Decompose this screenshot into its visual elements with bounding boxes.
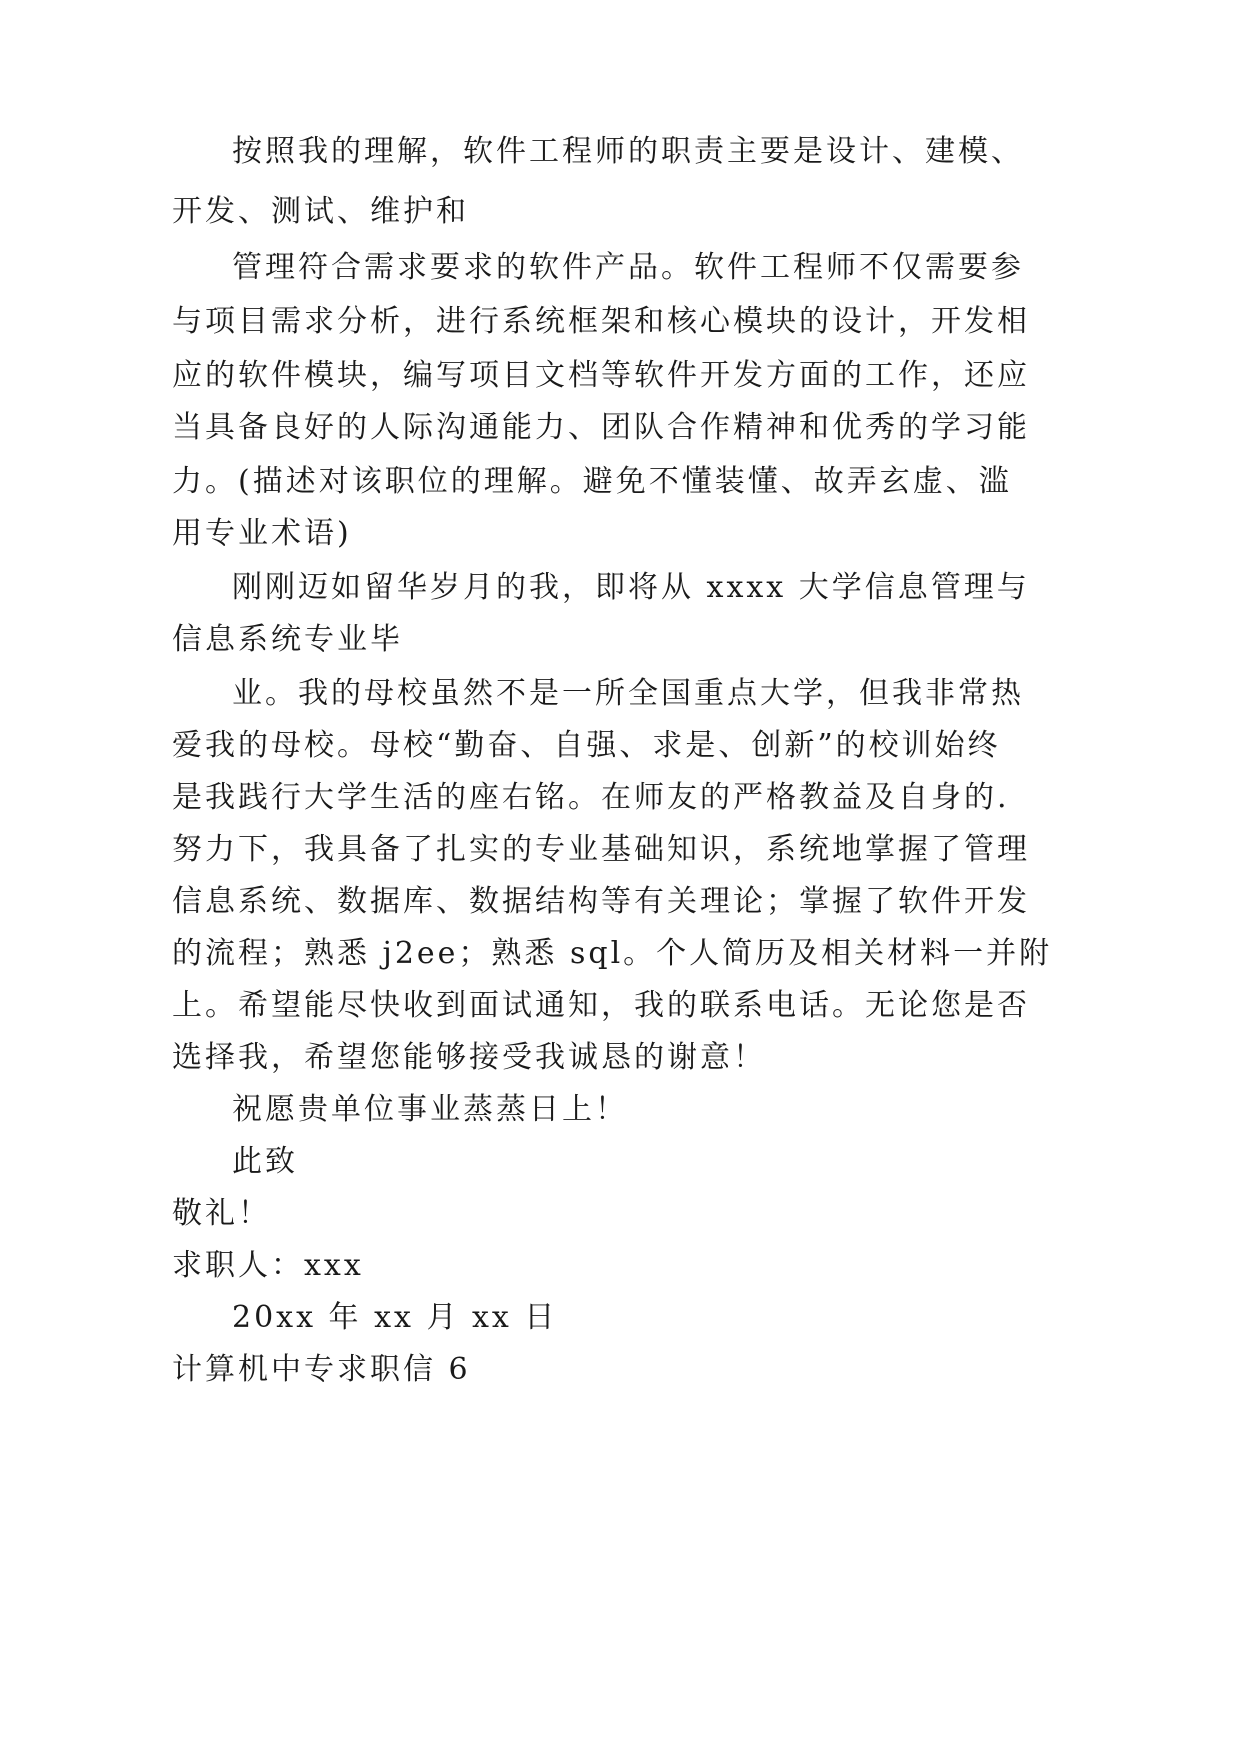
text-line: 信息系统专业毕 xyxy=(172,622,403,657)
text-line: 是我践行大学生活的座右铭。在师友的严格教益及自身的. xyxy=(172,780,1010,815)
text-line: 选择我，希望您能够接受我诚恳的谢意！ xyxy=(172,1040,766,1075)
text-line: 刚刚迈如留华岁月的我，即将从 xxxx 大学信息管理与 xyxy=(232,570,1030,605)
text-line: 力。(描述对该职位的理解。避免不懂装懂、故弄玄虚、滥 xyxy=(172,464,1012,499)
text-line: 当具备良好的人际沟通能力、团队合作精神和优秀的学习能 xyxy=(172,410,1030,445)
text-line: 的流程；熟悉 j2ee；熟悉 sql。个人简历及相关材料一并附 xyxy=(172,936,1053,971)
text-line: 上。希望能尽快收到面试通知，我的联系电话。无论您是否 xyxy=(172,988,1030,1023)
text-line: 应的软件模块，编写项目文档等软件开发方面的工作，还应 xyxy=(172,358,1030,393)
text-line: 敬礼！ xyxy=(172,1196,271,1231)
text-line: 祝愿贵单位事业蒸蒸日上！ xyxy=(232,1092,628,1127)
text-line: 努力下，我具备了扎实的专业基础知识，系统地掌握了管理 xyxy=(172,832,1030,867)
text-line: 求职人：xxx xyxy=(172,1248,364,1283)
text-line: 计算机中专求职信 6 xyxy=(172,1352,471,1387)
text-line: 用专业术语) xyxy=(172,516,352,551)
text-line: 此致 xyxy=(232,1144,298,1179)
text-line: 爱我的母校。母校“勤奋、自强、求是、创新”的校训始终 xyxy=(172,728,1001,763)
text-line: 管理符合需求要求的软件产品。软件工程师不仅需要参 xyxy=(232,250,1024,285)
text-line: 按照我的理解，软件工程师的职责主要是设计、建模、 xyxy=(232,134,1024,169)
text-line: 20xx 年 xx 月 xx 日 xyxy=(232,1300,558,1335)
text-line: 开发、测试、维护和 xyxy=(172,194,469,229)
text-line: 信息系统、数据库、数据结构等有关理论；掌握了软件开发 xyxy=(172,884,1030,919)
text-line: 与项目需求分析，进行系统框架和核心模块的设计，开发相 xyxy=(172,304,1030,339)
text-line: 业。我的母校虽然不是一所全国重点大学，但我非常热 xyxy=(232,676,1024,711)
